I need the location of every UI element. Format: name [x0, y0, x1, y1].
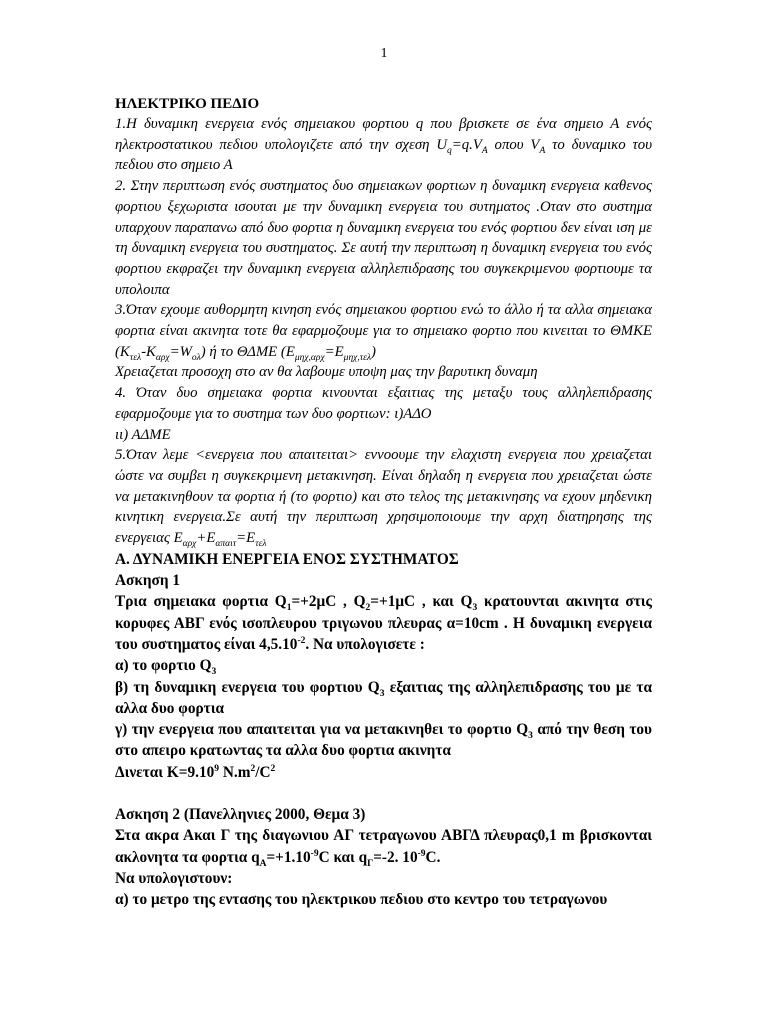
- exercise-2-question-a: α) το μετρο της εντασης του ηλεκτρικου πεδιου στο κεντρο του τετραγωνου: [115, 891, 608, 909]
- exercise-1-question-c: γ) την ενεργεια που απαιτειται για να μετακινηθει το φορτιο $Q_3$ από την θεση του στο απειρο κρατωντας τα αλλα δυο φορτια ακινητα: [115, 721, 652, 760]
- exercise-1-given: Δινεται $K=9.10^9$ $N.m^2/C^2$: [115, 763, 276, 781]
- exercise-2-title: Ασκηση 2 (Πανελληνιες 2000, Θεμα 3): [115, 806, 366, 824]
- paragraph-spacer: [115, 783, 652, 804]
- theory-paragraph-1: 1.Η δυναμικη ενεργεια ενός σημειακου φορτιου q που βρισκετε σε ένα σημειο Α ενός ηλεκτροστατικου πεδιου υπολογιζετε από την σχεση $U_q=q.V_A$ οπου $V_A$ το δυναμικο του πεδιου στο σημειο Α: [115, 116, 652, 174]
- page-number: 1: [380, 46, 388, 61]
- document-body: [115, 94, 652, 911]
- exercise-1-question-b: β) τη δυναμικη ενεργεια του φορτιου $Q_3$ εξαιτιας της αλληλεπιδρασης του με τα αλλα δυο φορτια: [115, 678, 652, 717]
- exercise-1-intro: Τρια σημειακα φορτια $Q_1=+2\mu C$ , $Q_2=+1\mu C$ , και $Q_3$ κρατουνται ακινητα στις κορυφες ΑΒΓ ενός ισοπλευρου τριγωνου πλευρας α=10cm . Η δυναμικη ενεργεια του συστηματος είναι $4,5.10^{-2}$. Να υπολογισετε :: [115, 593, 652, 653]
- theory-paragraph-3: 3.Όταν εχουμε αυθορμητη κινηση ενός σημειακου φορτιου ενώ το άλλο ή τα αλλα σημειακα φορτια είναι ακινητα τοτε θα εφαρμοζουμε για το σημειακο φορτιο που κινειται το ΘΜΚΕ $(K_{\tau\varepsilon\lambda}-K_{\alpha\rho\chi}=W_{o\lambda})$ ή το ΘΔΜΕ $(E_{\mu\eta\chi,\alpha\rho\chi}=E_{\mu\eta\chi,\tau\varepsilon\lambda})$: [115, 302, 652, 363]
- exercise-2-intro: Στα ακρα Ακαι Γ της διαγωνιου ΑΓ τετραγωνου ΑΒΓΔ πλευρας0,1 m βρισκονται ακλονητα τα φορτια $q_A=+1.10^{-9}C$ και $q_\Gamma=-2$. $10^{-9}C$.: [115, 827, 652, 869]
- theory-paragraph-4-item: ιι) ΑΔΜΕ: [115, 426, 171, 443]
- exercise-1-question-a: α) το φορτιο $Q_3$: [115, 657, 217, 678]
- theory-paragraph-2: 2. Στην περιπτωση ενός συστηματος δυο σημειακων φορτιων η δυναμικη ενεργεια καθενος φορτιου ξεχωριστα ισουται με την δυναμικη ενεργεια του συτηματος .Οταν στο συστημα υπαρχουν παραπανω από δυο φορτια η δυναμικη ενεργεια του ενός φορτιου δεν είναι ιση με τη δυναμικη ενεργεια του συστηματος. Σε αυτή την περιπτωση η δυναμικη ενεργεια του ενός φορτιου εκφραζει την δυναμικη ενεργεια αλληλεπιδρασης του συγκεκριμενου φορτιουμε τα υπολοιπα: [115, 178, 652, 298]
- theory-note: Χρειαζεται προσοχη στο αν θα λαβουμε υποψη μας την βαρυτικη δυναμη: [115, 364, 538, 381]
- theory-paragraph-5: 5.Όταν λεμε <ενεργεια που απαιτειται> εννοουμε την ελαχιστη ενεργεια που χρειαζεται ώστε να συμβει η συγκεκριμενη μετακινηση. Είναι δηλαδη η ενεργεια που χρειαζεται ώστε να μετακινηθουν τα φορτια ή (το φορτιο) και στο τελος της μετακινησης να εχουν μηδενικη κινητικη ενεργεια.Σε αυτή την περιπτωση χρησιμοποιουμε την αρχη διατηρησης της ενεργειας $E_{\alpha\rho\chi}+E_{\alpha\pi\alpha\iota\tau}=E_{\tau\varepsilon\lambda}$: [115, 447, 652, 550]
- exercise-1-title: Ασκηση 1: [115, 572, 181, 590]
- page-title: ΗΛΕΚΤΡΙΚΟ ΠΕΔΙΟ: [115, 96, 260, 112]
- theory-paragraph-4: 4. Όταν δυο σημειακα φορτια κινουνται εξαιτιας της μεταξυ τους αλληλεπιδρασης εφαρμοζουμε για το συστημα των δυο φορτιων: ι)ΑΔΟ: [115, 385, 652, 422]
- exercise-2-ask: Να υπολογιστουν:: [115, 869, 233, 887]
- section-heading: Α. ΔΥΝΑΜΙΚΗ ΕΝΕΡΓΕΙΑ ΕΝΟΣ ΣΥΣΤΗΜΑΤΟΣ: [115, 550, 459, 568]
